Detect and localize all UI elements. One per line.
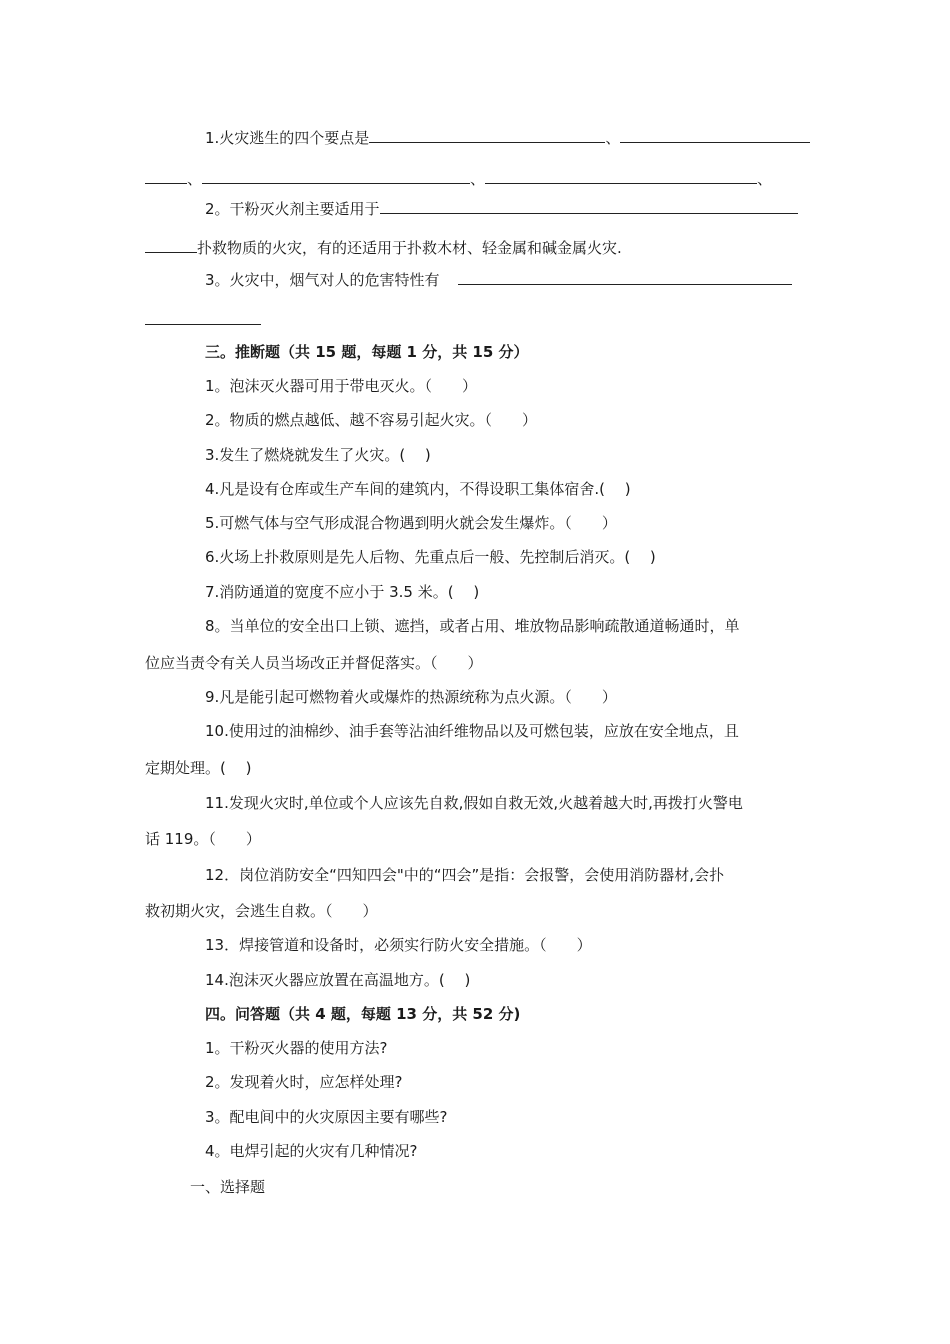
judgment-item-11-cont: 话 119。（ ） [145, 830, 261, 848]
judgment-item-12: 12．岗位消防安全“四知四会"中的“四会”是指：会报警，会使用消防器材,会扑 [205, 866, 725, 884]
fill-q3-blank-2[interactable] [145, 310, 261, 325]
judgment-item-12-cont: 救初期火灾，会逃生自救。（ ） [145, 902, 378, 920]
judgment-item-14: 14.泡沫灭火器应放置在高温地方。( ) [205, 971, 471, 989]
fill-q2-line-2 [145, 238, 622, 258]
judgment-item-8-cont: 位应当责令有关人员当场改正并督促落实。（ ） [145, 654, 483, 672]
fill-q1-blank-2[interactable] [620, 128, 810, 143]
fill-q1-blank-1[interactable] [369, 128, 605, 143]
fill-q2-text: 2。干粉灭火剂主要适用于 [205, 200, 380, 218]
judgment-item-10-cont: 定期处理。( ) [145, 759, 252, 777]
qa-item-4: 4。电焊引起的火灾有几种情况? [205, 1142, 418, 1160]
fill-q1-line-2 [145, 169, 772, 189]
fill-q2-line [205, 199, 798, 219]
judgment-item-13: 13．焊接管道和设备时，必须实行防火安全措施。（ ） [205, 936, 592, 954]
fill-q3-line-2 [145, 310, 261, 330]
judgment-item-10: 10.使用过的油棉纱、油手套等沾油纤维物品以及可燃包装，应放在安全地点，且 [205, 722, 739, 740]
judgment-item-9: 9.凡是能引起可燃物着火或爆炸的热源统称为点火源。（ ） [205, 688, 617, 706]
fill-q1-sep-3: 、 [470, 170, 486, 188]
judgment-item-4: 4.凡是设有仓库或生产车间的建筑内，不得设职工集体宿舍.( ) [205, 480, 631, 498]
judgment-item-6: 6.火场上扑救原则是先人后物、先重点后一般、先控制后消灭。( ) [205, 548, 656, 566]
fill-q1-blank-5[interactable] [485, 169, 757, 184]
judgment-item-7: 7.消防通道的宽度不应小于 3.5 米。( ) [205, 583, 480, 601]
judgment-item-8: 8。当单位的安全出口上锁、遮挡，或者占用、堆放物品影响疏散通道畅通时，单 [205, 617, 740, 635]
fill-q2-blank-2[interactable] [145, 238, 197, 253]
fill-q3-blank[interactable] [458, 270, 792, 285]
fill-q1-text: 1.火灾逃生的四个要点是 [205, 129, 370, 147]
fill-q1-sep-2: 、 [187, 170, 203, 188]
judgment-heading: 三。推断题（共 15 题，每题 1 分，共 15 分） [205, 343, 529, 361]
judgment-item-2: 2。物质的燃点越低、越不容易引起火灾。（ ） [205, 411, 538, 429]
judgment-item-3: 3.发生了燃烧就发生了火灾。( ) [205, 446, 431, 464]
qa-item-3: 3。配电间中的火灾原因主要有哪些? [205, 1108, 448, 1126]
fill-q1-line [205, 128, 810, 148]
fill-q2-blank[interactable] [380, 199, 798, 214]
fill-q1-sep-1: 、 [605, 129, 621, 147]
fill-q1-blank-3[interactable] [145, 169, 187, 184]
fill-q3-text: 3。火灾中，烟气对人的危害特性有 [205, 271, 440, 289]
qa-item-1: 1。干粉灭火器的使用方法? [205, 1039, 388, 1057]
fill-q1-blank-4[interactable] [202, 169, 470, 184]
judgment-item-5: 5.可燃气体与空气形成混合物遇到明火就会发生爆炸。（ ） [205, 514, 617, 532]
qa-item-2: 2。发现着火时，应怎样处理? [205, 1073, 403, 1091]
judgment-item-11: 11.发现火灾时,单位或个人应该先自救,假如自救无效,火越着越大时,再拨打火警电 [205, 794, 743, 812]
qa-heading: 四。问答题（共 4 题，每题 13 分，共 52 分) [205, 1005, 521, 1023]
fill-q3-line [205, 270, 792, 290]
section-one-heading: 一、选择题 [190, 1178, 266, 1196]
judgment-item-1: 1。泡沫灭火器可用于带电灭火。（ ） [205, 377, 478, 395]
fill-q2-cont: 扑救物质的火灾，有的还适用于扑救木材、轻金属和碱金属火灾. [197, 239, 622, 257]
fill-q1-sep-4: 、 [757, 170, 773, 188]
